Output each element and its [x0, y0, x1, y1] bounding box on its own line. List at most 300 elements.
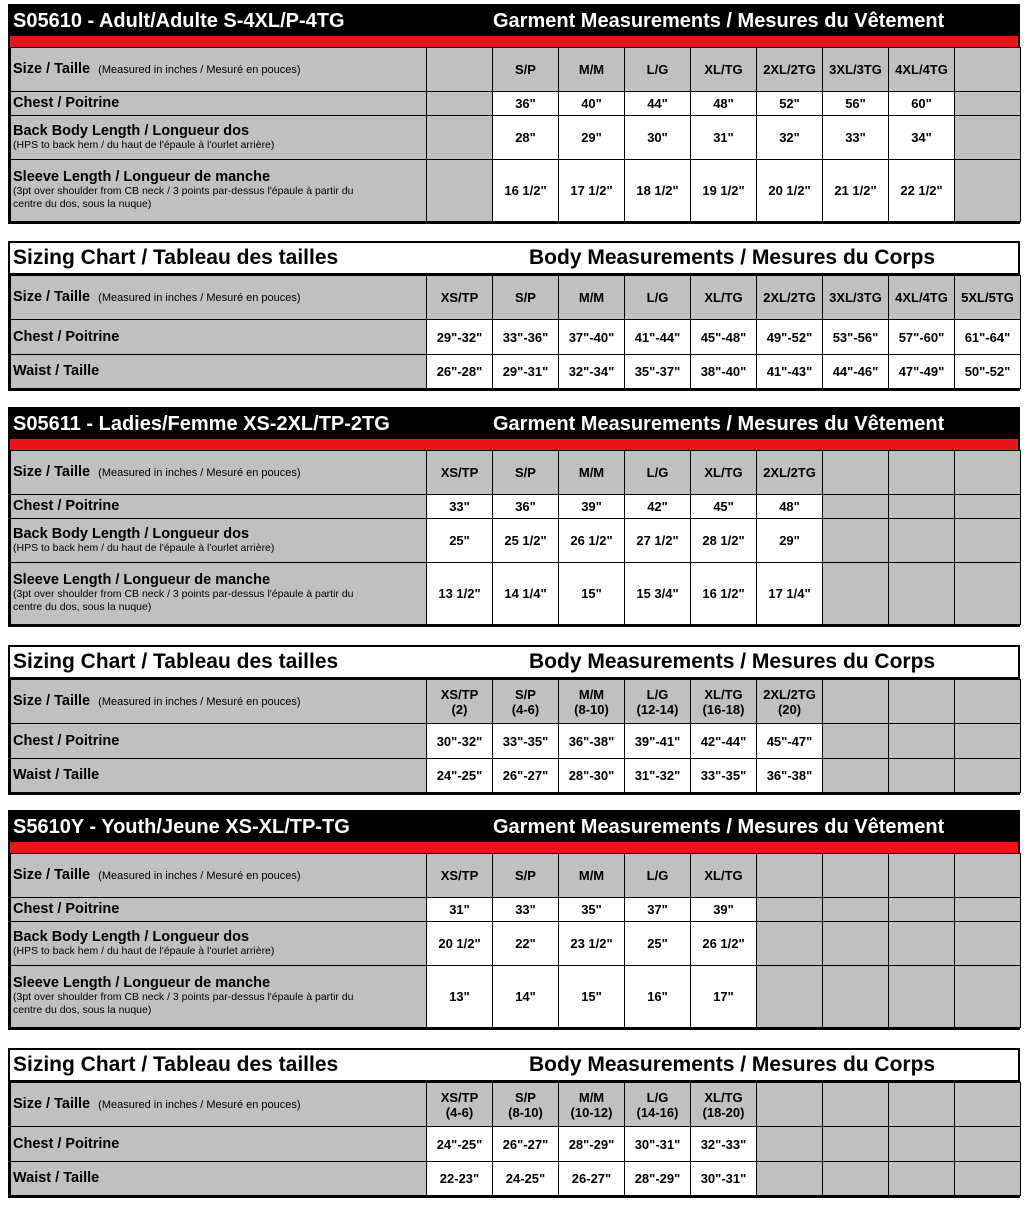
empty-cell [955, 116, 1021, 160]
sizes-value: L/G [646, 62, 669, 77]
sizes-cell [493, 451, 559, 495]
back-value: 30" [647, 130, 668, 145]
sizes-value: XL/TG [704, 1089, 743, 1105]
empty-cell [889, 898, 955, 922]
sizes-value: 4XL/4TG [895, 290, 948, 305]
back-label-cell [11, 922, 427, 966]
sizes-cell [427, 451, 493, 495]
sleeve-label-cell [11, 563, 427, 625]
back-label: Back Body Length / Longueur dos [13, 122, 250, 139]
chest-cell [889, 92, 955, 116]
ladies-body-subtitle: Body Measurements / Mesures du Corps [529, 650, 936, 673]
sleeve-value: 14" [515, 989, 536, 1004]
empty-cell [889, 1083, 955, 1127]
sleeve-cell [625, 966, 691, 1028]
size-age-range: (14-16) [636, 1104, 679, 1120]
sleeve-row [11, 563, 1021, 625]
sizes-value: S/P [515, 465, 536, 480]
sizes-cell [955, 276, 1021, 320]
sizes-cell [691, 1083, 757, 1127]
sizes-cell [691, 680, 757, 724]
sleeve-note: (3pt over shoulder from CB neck / 3 points par-dessus l'épaule à partir du [13, 991, 354, 1003]
sizes-cell [625, 48, 691, 92]
sizes-value: 3XL/3TG [829, 290, 882, 305]
waist-cell [493, 759, 559, 793]
chest-value: 61"-64" [964, 329, 1011, 345]
sizes-value: XS/TP [440, 1089, 479, 1105]
waist-value: 24"-25" [436, 768, 483, 783]
chest-cell [493, 724, 559, 759]
sleeve-note: centre du dos, sous la nuque) [13, 601, 152, 613]
sizes-cell [691, 276, 757, 320]
sizes-cell [559, 1083, 625, 1127]
sizes-cell [427, 276, 493, 320]
sizes-value: XL/TG [704, 465, 743, 480]
chest-value: 36" [515, 499, 536, 514]
chest-row [11, 1127, 1021, 1162]
sizes-value: 2XL/2TG [763, 686, 816, 702]
sizes-cell [691, 451, 757, 495]
empty-cell [823, 898, 889, 922]
waist-cell [625, 759, 691, 793]
chest-cell [493, 1127, 559, 1162]
sleeve-note: centre du dos, sous la nuque) [13, 1004, 152, 1016]
back-value: 25" [647, 936, 668, 951]
adult-body-grid [10, 275, 1021, 389]
back-row [11, 922, 1021, 966]
back-cell [757, 116, 823, 160]
waist-label: Waist / Taille [13, 1170, 100, 1186]
back-row [11, 519, 1021, 563]
ladies-body-table [8, 645, 1020, 795]
back-cell [691, 116, 757, 160]
chest-value: 29"-32" [436, 329, 483, 345]
chest-value: 32"-33" [700, 1136, 747, 1152]
sizes-row [11, 451, 1021, 495]
back-cell [625, 519, 691, 563]
sleeve-note: (3pt over shoulder from CB neck / 3 points par-dessus l'épaule à partir du [13, 588, 354, 600]
chest-cell [823, 92, 889, 116]
chest-cell [427, 898, 493, 922]
chest-value: 30"-32" [436, 733, 483, 749]
back-cell [691, 519, 757, 563]
waist-cell [559, 1162, 625, 1196]
waist-value: 26-27" [571, 1171, 612, 1186]
sizes-value: S/P [515, 62, 536, 77]
chest-value: 39" [581, 499, 602, 514]
sizes-label: Size / Taille [13, 1095, 91, 1112]
sizes-label-cell [11, 451, 427, 495]
sizes-cell [889, 276, 955, 320]
empty-cell [889, 724, 955, 759]
chest-value: 33" [449, 499, 470, 514]
waist-cell [757, 759, 823, 793]
sizes-label-cell [11, 48, 427, 92]
chest-cell [493, 898, 559, 922]
empty-cell [823, 922, 889, 966]
sleeve-cell [427, 966, 493, 1028]
chest-row [11, 320, 1021, 355]
size-age-range: (10-12) [570, 1104, 613, 1120]
chest-label-cell [11, 898, 427, 922]
sleeve-cell [625, 563, 691, 625]
chest-label: Chest / Poitrine [13, 95, 120, 111]
sizes-value: 5XL/5TG [961, 290, 1014, 305]
chest-cell [691, 1127, 757, 1162]
empty-cell [757, 922, 823, 966]
sizes-value: L/G [646, 1089, 669, 1105]
back-label-cell [11, 519, 427, 563]
size-note: (Measured in inches / Mesuré en pouces) [98, 291, 301, 304]
waist-value: 29"-31" [502, 364, 549, 379]
size-age-range: (12-14) [636, 701, 679, 717]
size-age-range: (4-6) [511, 701, 540, 717]
chest-label-cell [11, 495, 427, 519]
chest-value: 33"-36" [502, 329, 549, 345]
size-age-range: (4-6) [445, 1104, 474, 1120]
sleeve-value: 14 1/4" [504, 586, 547, 601]
sizes-value: L/G [646, 465, 669, 480]
sizes-value: S/P [515, 1089, 536, 1105]
back-value: 25" [449, 533, 470, 548]
chest-cell [427, 1127, 493, 1162]
sleeve-cell [427, 563, 493, 625]
sizes-cell [625, 1083, 691, 1127]
chest-value: 57"-60" [898, 329, 945, 345]
sleeve-note: (3pt over shoulder from CB neck / 3 points par-dessus l'épaule à partir du [13, 185, 354, 197]
youth-body-title: Sizing Chart / Tableau des tailles [13, 1053, 339, 1076]
waist-value: 35"-37" [634, 364, 681, 379]
back-cell [691, 922, 757, 966]
empty-cell [955, 680, 1021, 724]
chest-value: 48" [779, 499, 800, 514]
sizes-value: XL/TG [704, 686, 743, 702]
chest-cell [691, 92, 757, 116]
sizes-label: Size / Taille [13, 463, 91, 480]
empty-cell [955, 854, 1021, 898]
waist-value: 26"-28" [436, 364, 483, 379]
back-cell [625, 116, 691, 160]
sleeve-value: 20 1/2" [768, 183, 811, 198]
sizes-cell [427, 854, 493, 898]
chest-cell [757, 495, 823, 519]
waist-cell [625, 355, 691, 389]
chest-value: 28"-29" [568, 1136, 615, 1152]
sizes-cell [757, 276, 823, 320]
chest-value: 24"-25" [436, 1136, 483, 1152]
back-cell [559, 519, 625, 563]
empty-cell [955, 898, 1021, 922]
youth-garment-header [10, 812, 1018, 842]
sizes-cell [427, 1083, 493, 1127]
ladies-body-grid [10, 679, 1021, 793]
sleeve-value: 15 3/4" [636, 586, 679, 601]
chest-cell [955, 320, 1021, 355]
chest-cell [691, 495, 757, 519]
size-note: (Measured in inches / Mesuré en pouces) [98, 695, 301, 708]
chest-value: 35" [581, 902, 602, 917]
sizes-row [11, 680, 1021, 724]
sleeve-cell [691, 160, 757, 222]
adult-garment-grid [10, 47, 1021, 222]
empty-cell [823, 519, 889, 563]
sleeve-cell [757, 563, 823, 625]
youth-body-header [10, 1050, 1018, 1082]
sleeve-cell [559, 160, 625, 222]
chest-cell [625, 92, 691, 116]
size-note: (Measured in inches / Mesuré en pouces) [98, 63, 301, 76]
sizes-cell [625, 276, 691, 320]
sizes-value: XS/TP [440, 465, 479, 480]
sizes-value: XS/TP [440, 686, 479, 702]
chest-row [11, 495, 1021, 519]
red-divider [10, 36, 1018, 47]
back-value: 23 1/2" [570, 936, 613, 951]
chest-cell [691, 320, 757, 355]
back-cell [889, 116, 955, 160]
chest-value: 33" [515, 902, 536, 917]
back-cell [427, 519, 493, 563]
back-label-cell [11, 116, 427, 160]
waist-value: 26"-27" [502, 768, 549, 783]
back-value: 29" [581, 130, 602, 145]
back-label: Back Body Length / Longueur dos [13, 525, 250, 542]
sleeve-row [11, 966, 1021, 1028]
chest-label-cell [11, 320, 427, 355]
empty-cell [757, 1127, 823, 1162]
empty-cell [823, 451, 889, 495]
empty-cell [889, 759, 955, 793]
back-cell [559, 116, 625, 160]
back-value: 28 1/2" [702, 533, 745, 548]
sleeve-cell [493, 160, 559, 222]
chest-cell [691, 724, 757, 759]
empty-cell [757, 966, 823, 1028]
sleeve-cell [625, 160, 691, 222]
waist-value: 36"-38" [766, 768, 813, 783]
size-age-range: (8-10) [508, 1104, 543, 1120]
sizes-value: S/P [515, 290, 536, 305]
back-cell [823, 116, 889, 160]
sleeve-value: 15" [581, 989, 602, 1004]
sizes-cell [493, 680, 559, 724]
sizes-cell [691, 48, 757, 92]
empty-cell [889, 1127, 955, 1162]
sleeve-value: 21 1/2" [834, 183, 877, 198]
sleeve-label-cell [11, 966, 427, 1028]
chest-cell [559, 92, 625, 116]
waist-value: 31"-32" [634, 768, 681, 783]
empty-cell [823, 563, 889, 625]
chest-label-cell [11, 724, 427, 759]
size-note: (Measured in inches / Mesuré en pouces) [98, 869, 301, 882]
sleeve-value: 18 1/2" [636, 183, 679, 198]
back-value: 33" [845, 130, 866, 145]
back-value: 26 1/2" [702, 936, 745, 951]
sizes-cell [559, 276, 625, 320]
chest-cell [625, 898, 691, 922]
chest-cell [559, 320, 625, 355]
youth-body-table [8, 1048, 1020, 1198]
chest-cell [427, 724, 493, 759]
ladies-garment-table [8, 407, 1020, 627]
chest-value: 37"-40" [568, 329, 615, 345]
sleeve-cell [889, 160, 955, 222]
chest-value: 45"-47" [766, 733, 813, 749]
red-divider [10, 439, 1018, 450]
chest-cell [493, 495, 559, 519]
chest-cell [493, 320, 559, 355]
adult-garment-table [8, 4, 1020, 224]
empty-cell [823, 966, 889, 1028]
back-cell [493, 519, 559, 563]
sleeve-cell [559, 966, 625, 1028]
chest-value: 41"-44" [634, 329, 681, 345]
empty-cell [955, 1162, 1021, 1196]
back-value: 20 1/2" [438, 936, 481, 951]
sizes-value: L/G [646, 290, 669, 305]
sizes-cell [625, 854, 691, 898]
sizes-value: M/M [578, 62, 605, 77]
empty-cell [823, 495, 889, 519]
empty-cell [889, 563, 955, 625]
youth-garment-grid [10, 853, 1021, 1028]
sizes-cell [427, 680, 493, 724]
back-value: 32" [779, 130, 800, 145]
waist-cell [559, 355, 625, 389]
chest-cell [559, 898, 625, 922]
back-cell [493, 116, 559, 160]
sizes-cell [823, 48, 889, 92]
sleeve-value: 16 1/2" [702, 586, 745, 601]
empty-cell [757, 1162, 823, 1196]
adult-body-subtitle: Body Measurements / Mesures du Corps [529, 246, 936, 269]
waist-cell [427, 1162, 493, 1196]
sizes-label: Size / Taille [13, 60, 91, 77]
sizes-value: 3XL/3TG [829, 62, 882, 77]
back-cell [427, 922, 493, 966]
empty-cell [889, 854, 955, 898]
chest-cell [427, 495, 493, 519]
sleeve-value: 13 1/2" [438, 586, 481, 601]
sizes-value: XL/TG [704, 868, 743, 883]
waist-label: Waist / Taille [13, 363, 100, 379]
back-value: 31" [713, 130, 734, 145]
sizes-value: 2XL/2TG [763, 62, 816, 77]
waist-label-cell [11, 1162, 427, 1196]
empty-cell [889, 966, 955, 1028]
sizes-cell [625, 680, 691, 724]
youth-garment-table [8, 810, 1020, 1030]
ladies-body-title: Sizing Chart / Tableau des tailles [13, 650, 339, 673]
sizes-row [11, 48, 1021, 92]
chest-value: 36" [515, 96, 536, 111]
size-age-range: (18-20) [702, 1104, 745, 1120]
empty-cell [955, 966, 1021, 1028]
empty-cell [427, 160, 493, 222]
chest-cell [559, 1127, 625, 1162]
back-note: (HPS to back hem / du haut de l'épaule à l'ourlet arrière) [13, 541, 275, 554]
size-age-range: (20) [777, 701, 802, 717]
chest-cell [757, 724, 823, 759]
sizes-value: XS/TP [440, 868, 479, 883]
waist-cell [691, 1162, 757, 1196]
waist-cell [427, 355, 493, 389]
sizes-row [11, 1083, 1021, 1127]
waist-row [11, 1162, 1021, 1196]
sizes-value: M/M [578, 1089, 605, 1105]
empty-cell [427, 116, 493, 160]
empty-cell [823, 759, 889, 793]
chest-label: Chest / Poitrine [13, 498, 120, 514]
sizes-value: 2XL/2TG [763, 465, 816, 480]
waist-cell [493, 355, 559, 389]
waist-value: 38"-40" [700, 364, 747, 379]
waist-cell [691, 355, 757, 389]
waist-value: 41"-43" [766, 364, 813, 379]
empty-cell [823, 680, 889, 724]
youth-garment-title: S5610Y - Youth/Jeune XS-XL/TP-TG [13, 815, 350, 838]
sizes-cell [493, 854, 559, 898]
chest-cell [823, 320, 889, 355]
chest-value: 39" [713, 902, 734, 917]
empty-cell [427, 48, 493, 92]
adult-garment-title: S05610 - Adult/Adulte S-4XL/P-4TG [13, 9, 345, 32]
back-value: 27 1/2" [636, 533, 679, 548]
chest-value: 44" [647, 96, 668, 111]
chest-cell [757, 92, 823, 116]
empty-cell [955, 1127, 1021, 1162]
sleeve-note: centre du dos, sous la nuque) [13, 198, 152, 210]
sizes-value: L/G [646, 868, 669, 883]
sleeve-label: Sleeve Length / Longueur de manche [13, 572, 271, 588]
sizes-value: 2XL/2TG [763, 290, 816, 305]
waist-cell [691, 759, 757, 793]
sizes-cell [691, 854, 757, 898]
chest-row [11, 724, 1021, 759]
ladies-garment-title: S05611 - Ladies/Femme XS-2XL/TP-2TG [13, 412, 390, 435]
youth-garment-subtitle: Garment Measurements / Mesures du Vêtement [493, 815, 945, 838]
empty-cell [757, 1083, 823, 1127]
waist-cell [625, 1162, 691, 1196]
sleeve-cell [493, 563, 559, 625]
chest-label: Chest / Poitrine [13, 328, 120, 345]
chest-value: 53"-56" [832, 329, 879, 345]
sizes-cell [889, 48, 955, 92]
sizes-value: XL/TG [704, 62, 743, 77]
chest-label: Chest / Poitrine [13, 732, 120, 749]
sleeve-row [11, 160, 1021, 222]
sizes-cell [493, 1083, 559, 1127]
chest-value: 49"-52" [766, 329, 813, 345]
sleeve-value: 17 1/2" [570, 183, 613, 198]
chest-cell [559, 495, 625, 519]
ladies-body-header [10, 647, 1018, 679]
waist-row [11, 355, 1021, 389]
chest-value: 37" [647, 902, 668, 917]
empty-cell [955, 1083, 1021, 1127]
empty-cell [889, 922, 955, 966]
sizes-cell [493, 276, 559, 320]
sizes-value: M/M [578, 465, 605, 480]
empty-cell [823, 854, 889, 898]
waist-row [11, 759, 1021, 793]
chest-value: 45"-48" [700, 329, 747, 345]
waist-value: 24-25" [505, 1171, 546, 1186]
chest-cell [427, 320, 493, 355]
sizes-cell [757, 48, 823, 92]
waist-cell [757, 355, 823, 389]
